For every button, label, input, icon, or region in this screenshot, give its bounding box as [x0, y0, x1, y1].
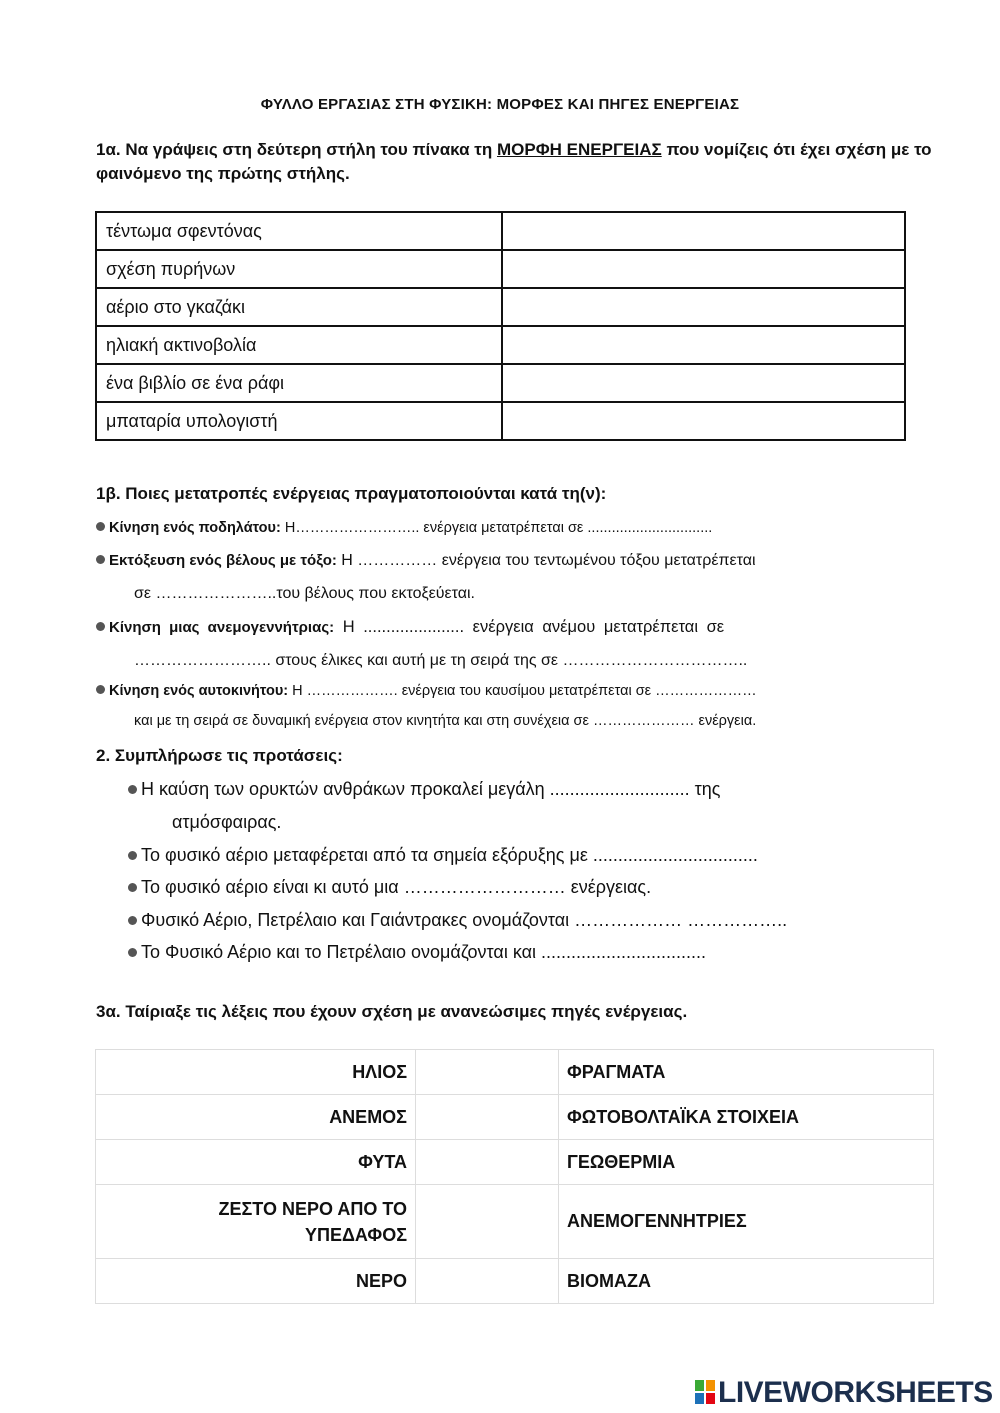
item-label: Κίνηση ενός αυτοκινήτου:	[109, 683, 289, 699]
q1a-text-post: που νομίζεις ότι έχει σχέση με το φαινόμενο της πρώτης στήλης.	[96, 140, 932, 183]
page-title: ΦΥΛΛΟ ΕΡΓΑΣΙΑΣ ΣΤΗ ΦΥΣΙΚΗ: ΜΟΡΦΕΣ ΚΑΙ ΠΗΓΕΣ ΕΝΕΡΓΕΙΑΣ	[260, 96, 740, 113]
table-row	[96, 1095, 934, 1140]
table-row	[96, 1050, 934, 1095]
right-term[interactable]: ΒΙΟΜΑΖΑ	[559, 1259, 934, 1304]
answer-cell[interactable]	[502, 288, 905, 326]
table-row	[96, 1140, 934, 1185]
liveworksheets-logo	[694, 1376, 993, 1410]
list-item	[96, 520, 712, 536]
q1a-text-pre: 1α. Να γράψεις στη δεύτερη στήλη του πίνακα τη	[96, 140, 497, 159]
match-gap	[416, 1140, 559, 1185]
match-gap	[416, 1095, 559, 1140]
right-term[interactable]: ΓΕΩΘΕΡΜΙΑ	[559, 1140, 934, 1185]
logo-text: LIVEWORKSHEETS	[718, 1376, 993, 1409]
bullet-icon	[128, 916, 137, 925]
left-term[interactable]: ΦΥΤΑ	[96, 1140, 416, 1185]
phenomenon-cell: τέντωμα σφεντόνας	[96, 212, 502, 250]
item-label: Εκτόξευση ενός βέλους με τόξο:	[109, 552, 337, 569]
list-item	[128, 877, 651, 898]
item-text: Η ………………. ενέργεια του καυσίμου μετατρέπεται σε …………………	[288, 683, 757, 699]
question-3a-heading: 3α. Ταίριαξε τις λέξεις που έχουν σχέση με ανανεώσιμες πηγές ενέργειας.	[96, 1002, 688, 1021]
list-item	[128, 779, 720, 800]
table-row	[96, 1185, 934, 1259]
match-gap	[416, 1259, 559, 1304]
right-term[interactable]: ΦΡΑΓΜΑΤΑ	[559, 1050, 934, 1095]
answer-cell[interactable]	[502, 402, 905, 440]
phenomenon-cell: σχέση πυρήνων	[96, 250, 502, 288]
item-text: Η…………………….. ενέργεια μετατρέπεται σε ...............................	[280, 520, 713, 536]
list-item	[128, 910, 787, 931]
phenomenon-cell: αέριο στο γκαζάκι	[96, 288, 502, 326]
item-continuation: σε …………………..του βέλους που εκτοξεύεται.	[134, 585, 475, 602]
answer-cell[interactable]	[502, 326, 905, 364]
table-row	[96, 250, 905, 288]
question-1a	[96, 138, 946, 186]
match-gap	[416, 1050, 559, 1095]
left-term-text: ΖΕΣΤΟ ΝΕΡΟ ΑΠΟ ΤΟ ΥΠΕΔΑΦΟΣ	[218, 1198, 407, 1245]
answer-cell[interactable]	[502, 250, 905, 288]
phenomenon-cell: ηλιακή ακτινοβολία	[96, 326, 502, 364]
list-item	[128, 845, 758, 866]
question-1b-heading: 1β. Ποιες μετατροπές ενέργειας πραγματοποιούνται κατά τη(ν):	[96, 484, 607, 503]
answer-cell[interactable]	[502, 364, 905, 402]
item-text: Η …………… ενέργεια του τεντωμένου τόξου μετατρέπεται	[336, 552, 756, 569]
phenomenon-cell: μπαταρία υπολογιστή	[96, 402, 502, 440]
table-row	[96, 288, 905, 326]
bullet-icon	[96, 522, 105, 531]
answer-cell[interactable]	[502, 212, 905, 250]
bullet-icon	[96, 622, 105, 631]
item-text: Το φυσικό αέριο μεταφέρεται από τα σημεία εξόρυξης με .................................	[141, 845, 758, 865]
bullet-icon	[96, 685, 105, 694]
item-label: Κίνηση μιας ανεμογεννήτριας:	[109, 619, 335, 636]
right-term[interactable]: ΦΩΤΟΒΟΛΤΑΪΚΑ ΣΤΟΙΧΕΙΑ	[559, 1095, 934, 1140]
left-term[interactable]: ΗΛΙΟΣ	[96, 1050, 416, 1095]
table-row	[96, 364, 905, 402]
list-item	[128, 942, 706, 963]
bullet-icon	[96, 555, 105, 564]
table-row	[96, 326, 905, 364]
phenomenon-cell: ένα βιβλίο σε ένα ράφι	[96, 364, 502, 402]
item-text: Το Φυσικό Αέριο και το Πετρέλαιο ονομάζονται και .................................	[141, 942, 707, 962]
item-continuation: …………………….. στους έλικες και αυτή με τη σειρά της σε ……………………………..	[134, 652, 748, 669]
item-text: Η ...................... ενέργεια ανέμου μετατρέπεται σε	[334, 618, 725, 636]
liveworksheets-icon	[694, 1379, 716, 1405]
left-term[interactable]: ΝΕΡΟ	[96, 1259, 416, 1304]
q1a-emphasis: ΜΟΡΦΗ ΕΝΕΡΓΕΙΑΣ	[496, 140, 662, 159]
item-continuation: ατμόσφαιρας.	[172, 812, 282, 832]
matching-table	[95, 1049, 934, 1304]
list-item	[96, 683, 757, 699]
bullet-icon	[128, 883, 137, 892]
match-gap	[416, 1185, 559, 1259]
item-label: Κίνηση ενός ποδηλάτου:	[109, 520, 281, 536]
bullet-icon	[128, 948, 137, 957]
item-text: Η καύση των ορυκτών ανθράκων προκαλεί μεγάλη ............................ της	[141, 779, 721, 799]
list-item	[96, 552, 756, 570]
item-text: Το φυσικό αέριο είναι κι αυτό μια ……………………… ενέργειας.	[141, 877, 652, 897]
item-text: Φυσικό Αέριο, Πετρέλαιο και Γαιάντρακες ονομάζονται ……………… ……………..	[141, 910, 788, 930]
item-continuation: και με τη σειρά σε δυναμική ενέργεια στον κινητήτα και στη συνέχεια σε ………………… ενέργεια.	[134, 713, 757, 729]
table-row	[96, 212, 905, 250]
energy-form-table	[95, 211, 906, 441]
bullet-icon	[128, 851, 137, 860]
right-term[interactable]: ΑΝΕΜΟΓΕΝΝΗΤΡΙΕΣ	[559, 1185, 934, 1259]
question-2-heading: 2. Συμπλήρωσε τις προτάσεις:	[96, 746, 343, 765]
table-row	[96, 402, 905, 440]
left-term[interactable]: ΑΝΕΜΟΣ	[96, 1095, 416, 1140]
list-item	[96, 618, 724, 637]
bullet-icon	[128, 785, 137, 794]
left-term[interactable]	[96, 1185, 416, 1259]
table-row	[96, 1259, 934, 1304]
